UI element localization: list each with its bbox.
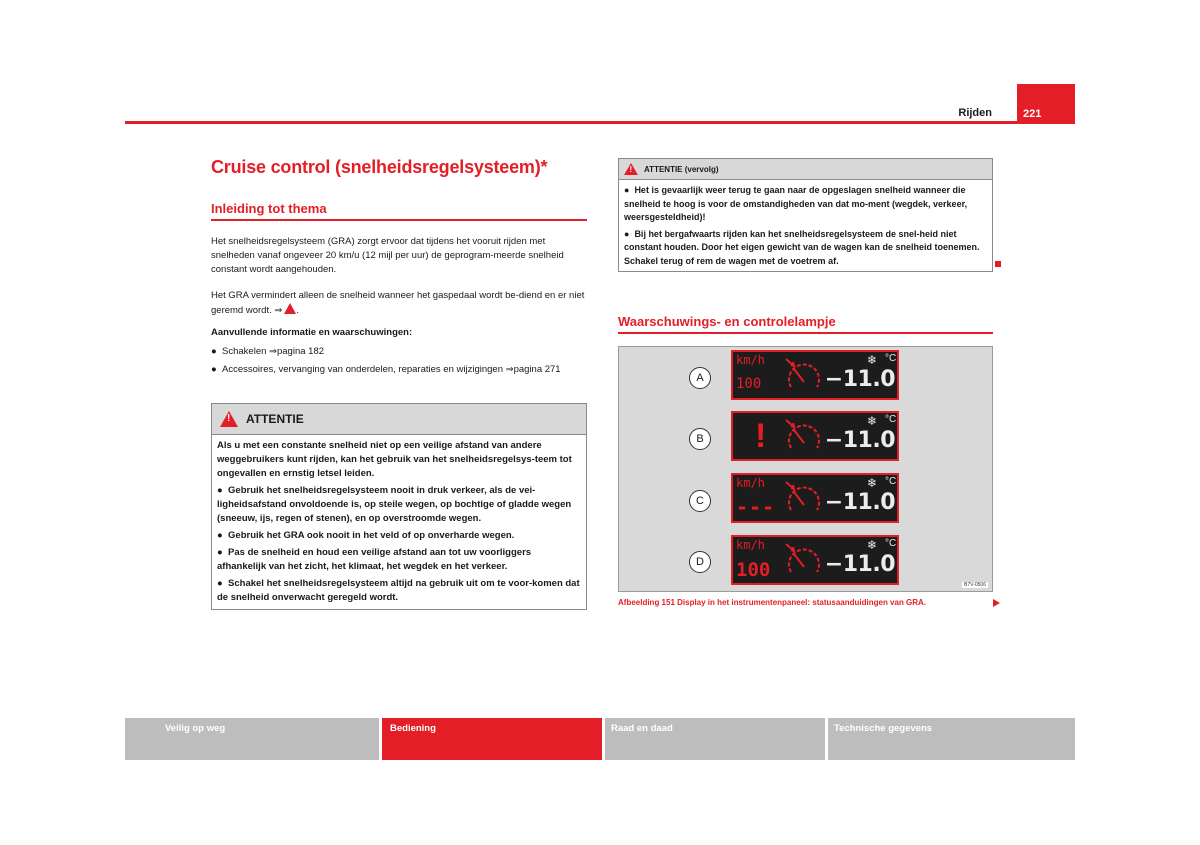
- warning-triangle-icon: [624, 163, 638, 175]
- snowflake-icon: ❄: [867, 353, 878, 367]
- display-panel-c: [731, 473, 899, 523]
- footer-tab-bediening[interactable]: Bediening: [382, 718, 602, 760]
- warning-continued-title: ATTENTIE (vervolg): [644, 164, 719, 174]
- warning-box-header: [212, 404, 586, 435]
- set-speed: 100: [736, 376, 762, 392]
- list-item-text[interactable]: Schakelen ⇒pagina 182: [222, 346, 325, 357]
- warning-body: [212, 435, 586, 612]
- snowflake-icon: ❄: [867, 538, 878, 552]
- list-item: ● Schakelen ⇒pagina 182: [211, 346, 325, 357]
- snowflake-icon: ❄: [867, 414, 878, 428]
- page-number: 221: [1017, 84, 1075, 124]
- footer-tab-raad-en-daad[interactable]: Raad en daad: [605, 718, 825, 760]
- header-section-title: Rijden: [958, 107, 992, 119]
- header-rule: [125, 121, 1075, 124]
- snowflake-icon: ❄: [867, 476, 878, 490]
- figure-label-c: C: [689, 490, 711, 512]
- alert-exclamation-icon: !: [755, 417, 767, 455]
- display-panel-b: [731, 411, 899, 461]
- outside-temperature: −11.0: [824, 428, 895, 453]
- intro-paragraph-2: Het GRA vermindert alleen de snelheid wanneer het gaspedaal wordt be-diend en er niet geremd wordt. ⇒ .: [211, 290, 585, 316]
- figure-caption: Afbeelding 151 Display in het instrumentenpaneel: statusaanduidingen van GRA.: [618, 598, 927, 607]
- outside-temperature: −11.0: [824, 490, 895, 515]
- cruise-control-icon: [785, 542, 823, 582]
- warning-continued-header: [619, 159, 992, 180]
- warning-continued-body: [619, 180, 992, 275]
- temperature-unit: °C: [885, 476, 897, 487]
- section-heading: Inleiding tot thema: [211, 201, 587, 221]
- figure-label-b: B: [689, 428, 711, 450]
- temperature-unit: °C: [885, 353, 897, 364]
- section-heading-2: Waarschuwings- en controlelampje: [618, 314, 993, 334]
- warning-item: ● Gebruik het GRA ook nooit in het veld of op onverharde wegen.: [217, 530, 515, 541]
- warning-triangle-icon: [220, 411, 238, 427]
- warning-item: ● Gebruik het snelheidsregelsysteem nooit in druk verkeer, als de vei-ligheidsafstand onvoldoende is, op steile wegen, op bochtige of gladde wegen (sneeuw, ijs, regen of stenen), en op overstroomde wegen.: [217, 485, 572, 524]
- warning-box: [211, 403, 587, 610]
- warning-title: ATTENTIE: [246, 412, 304, 426]
- intro-paragraph-1: Het snelheidsregelsysteem (GRA) zorgt ervoor dat tijdens het vooruit rijden met snelheden vanaf ongeveer 20 km/u (12 mijl per uur) de geprogram-meerde snelheid constant wordt aangehouden.: [211, 236, 564, 275]
- outside-temperature: −11.0: [824, 552, 895, 577]
- set-speed: ---: [736, 495, 776, 519]
- speed-unit: km/h: [736, 476, 765, 490]
- outside-temperature: −11.0: [824, 367, 895, 392]
- info-heading: Aanvullende informatie en waarschuwingen:: [211, 327, 413, 338]
- figure-code: B7V-0506: [964, 582, 986, 588]
- display-panel-a: [731, 350, 899, 400]
- warning-lead: Als u met een constante snelheid niet op een veilige afstand van andere weggebruikers kunt rijden, kan het gebruik van het snelheidsregelsys-teem tot ongevallen en ernstig letsel leiden.: [217, 440, 572, 479]
- set-speed: 100: [736, 559, 771, 581]
- figure-label-d: D: [689, 551, 711, 573]
- warning-item: ● Bij het bergafwaarts rijden kan het snelheidsregelsysteem de snel-heid niet constant houden. Door het eigen gewicht van de wagen kan de snelheid toenemen. Schakel terug of rem de wagen met de voetrem af.: [624, 228, 980, 266]
- instrument-display-figure: [618, 346, 993, 592]
- cruise-control-icon: [785, 357, 823, 397]
- list-item: ● Accessoires, vervanging van onderdelen, reparaties en wijzigingen ⇒pagina 271: [211, 364, 561, 375]
- cruise-control-icon: [785, 418, 823, 458]
- warning-triangle-icon: [284, 303, 296, 314]
- cruise-control-icon: [785, 480, 823, 520]
- temperature-unit: °C: [885, 414, 897, 425]
- continue-arrow-icon: [993, 599, 1000, 607]
- warning-item: ● Pas de snelheid en houd een veilige afstand aan tot uw voorliggers afhankelijk van het zicht, het klimaat, het wegdek en het verkeer.: [217, 547, 532, 572]
- intro-paragraph-2-text: Het GRA vermindert alleen de snelheid wanneer het gaspedaal wordt be-diend en er niet geremd wordt. ⇒: [211, 290, 585, 316]
- speed-unit: km/h: [736, 538, 765, 552]
- warning-item: ● Schakel het snelheidsregelsysteem altijd na gebruik uit om te voor-komen dat de snelheid onverwacht geregeld wordt.: [217, 578, 580, 603]
- display-panel-d: [731, 535, 899, 585]
- figure-label-a: A: [689, 367, 711, 389]
- speed-unit: km/h: [736, 353, 765, 367]
- end-marker: [995, 261, 1001, 267]
- footer-tab-veilig-op-weg[interactable]: Veilig op weg: [125, 718, 379, 760]
- page-title: Cruise control (snelheidsregelsysteem)*: [211, 157, 548, 177]
- warning-item: ● Het is gevaarlijk weer terug te gaan naar de opgeslagen snelheid wanneer die snelheid te hoog is voor de omstandigheden van dat mo-ment (wegdek, verkeer, weersgesteldheid)!: [624, 185, 968, 222]
- warning-continued-box: [618, 158, 993, 272]
- footer-tab-technische-gegevens[interactable]: Technische gegevens: [828, 718, 1075, 760]
- temperature-unit: °C: [885, 538, 897, 549]
- list-item-text[interactable]: Accessoires, vervanging van onderdelen, reparaties en wijzigingen ⇒pagina 271: [222, 364, 561, 375]
